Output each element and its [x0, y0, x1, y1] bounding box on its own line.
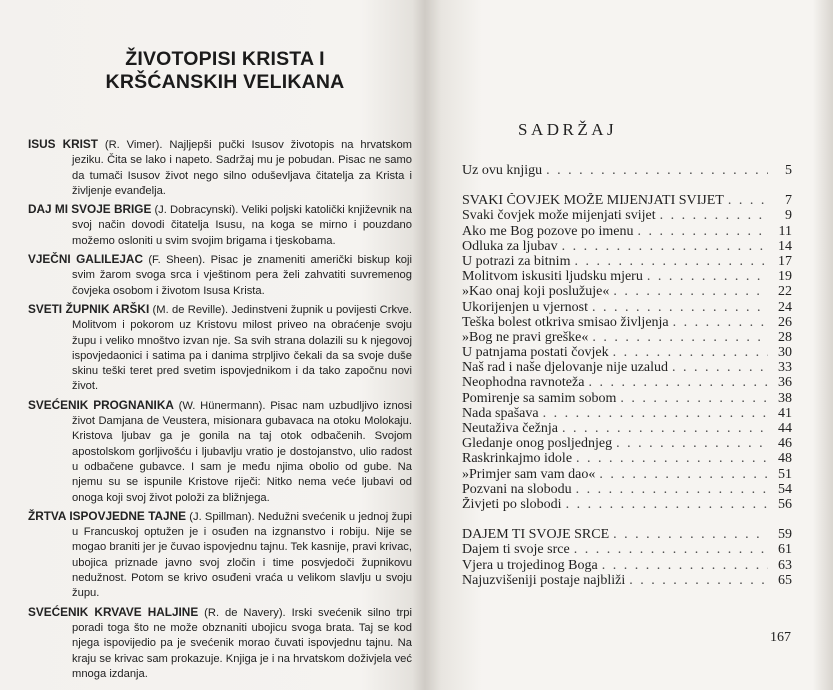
toc-leader-dots	[576, 482, 768, 497]
toc-page: 5	[785, 163, 792, 178]
page-heading	[60, 48, 390, 94]
book-title: DAJ MI SVOJE BRIGE	[28, 202, 152, 217]
toc-label: Neutaživa čežnja	[462, 421, 558, 436]
book-description: (F. Sheen). Pisac je znameniti američki biskup koji svim žarom svoga srca i vještinom pera želi zahvatiti suvremenog čovjeka osobom i životom Isusa Krista.	[72, 254, 412, 297]
toc-leader-dots	[546, 163, 768, 178]
toc-title: SADRŽAJ	[518, 120, 618, 139]
toc-row	[462, 421, 792, 436]
book-entry	[28, 137, 412, 199]
toc-row	[462, 391, 792, 406]
toc-page: 26	[778, 314, 792, 330]
toc-page: 61	[778, 542, 792, 558]
toc-row	[462, 497, 792, 512]
toc-row	[462, 482, 792, 497]
toc-page: 19	[778, 269, 792, 285]
table-of-contents	[462, 163, 792, 588]
toc-page: 44	[778, 421, 792, 436]
toc-row	[462, 254, 792, 269]
book-description: (J. Spillman). Nedužni svećenik u jednoj župi u Francuskoj optužen je i osuđen na izgnanstvo i robiju. Nije se mogao braniti jer je čuvao ispovjednu tajnu. Tek kasnije, pravi krivac, ubojica priznade javno svoj zločin i time posvjedoči župnikovu nedužnost. Potom se krivo osuđeni vraća u velikom slavlju u svoju župu.	[72, 510, 412, 600]
toc-page: 7	[785, 193, 792, 209]
toc-page: 65	[778, 572, 792, 588]
book-description: (R. Vimer). Najljepši pučki Isusov životopis na hrvatskom jeziku. Čita se lako i napeto. Sadržaj mu je pobudan. Pisac ne samo da tumači Isusov život nego silno oduševljava čitatelja za Krista i življenje evanđelja.	[72, 139, 412, 197]
book-description: (M. de Reville). Jedinstveni župnik u povijesti Crkve. Molitvom i pokorom uz Kristovu milost priveo na obraćenje svoju župu i veliko mnoštvo izvan nje. Sa svih strana dolazili su k njegovoj ispovjedaonici i satima pa i danima strpljivo čekali da sa svoje duše skinu teški teret pred svetim ispovjednikom i da tako započnu novi život.	[72, 303, 412, 393]
toc-label: SVAKI ČOVJEK MOŽE MIJENJATI SVIJET	[462, 193, 724, 209]
toc-label: Ako me Bog pozove po imenu	[462, 223, 634, 239]
toc-page: 17	[778, 253, 792, 269]
toc-label: Raskrinkajmo idole	[462, 451, 573, 467]
toc-label: Uz ovu knjigu	[462, 163, 543, 178]
toc-leader-dots	[660, 208, 768, 223]
toc-row	[462, 315, 792, 330]
heading-line-1: ŽIVOTOPISI KRISTA I	[125, 48, 325, 70]
toc-page: 30	[778, 345, 792, 361]
book-entry	[28, 398, 412, 506]
book-title: SVEĆENIK PROGNANIKA	[28, 397, 174, 412]
book-title: SVEĆENIK KRVAVE HALJINE	[28, 604, 199, 619]
toc-row	[462, 269, 792, 284]
toc-label: DAJEM TI SVOJE SRCE	[462, 527, 610, 543]
toc-page: 48	[778, 451, 792, 467]
toc-label: Pomirenje sa samim sobom	[462, 390, 617, 406]
toc-leader-dots	[543, 406, 768, 421]
toc-leader-dots	[616, 436, 768, 451]
toc-label: Najuzvišeniji postaje najbliži	[462, 572, 626, 588]
toc-row	[462, 224, 792, 239]
book-description: (R. de Navery). Irski svećenik silno trpi poradi toga što ne može obznaniti ubojicu svoga brata. Taj se kod njega ispovijedio pa je svećenik morao čuvati ispovjednu tajnu. Na kraju se krivac sam prokazuje. Knjiga je i na hrvatskom doživjela već mnoga izdanja.	[72, 606, 412, 680]
toc-label: Naš rad i naše djelovanje nije uzalud	[462, 360, 669, 376]
toc-row	[462, 436, 792, 451]
toc-label: U patnjama postati čovjek	[462, 345, 609, 361]
toc-label: U potrazi za bitnim	[462, 253, 571, 269]
toc-label: Ukorijenjen u vjernost	[462, 299, 588, 315]
toc-leader-dots	[647, 269, 768, 284]
toc-leader-dots	[566, 497, 768, 512]
toc-leader-dots	[562, 239, 768, 254]
toc-label: Vjera u trojedinog Boga	[462, 557, 598, 573]
book-entry	[28, 252, 412, 299]
toc-page: 24	[778, 299, 792, 315]
toc-page: 33	[778, 360, 792, 376]
toc-page: 54	[778, 481, 792, 497]
toc-leader-dots	[574, 254, 768, 269]
book-title: VJEČNI GALILEJAC	[28, 252, 143, 267]
toc-label: Odluka za ljubav	[462, 238, 558, 254]
toc-leader-dots	[728, 193, 768, 208]
toc-label: Molitvom iskusiti ljudsku mjeru	[462, 269, 643, 285]
book-title: SVETI ŽUPNIK ARŠKI	[28, 301, 150, 316]
toc-page: 38	[778, 390, 792, 406]
toc-label: Svaki čovjek može mijenjati svijet	[462, 208, 656, 224]
toc-row	[462, 527, 792, 542]
toc-row	[462, 467, 792, 482]
toc-page: 46	[778, 436, 792, 452]
book-description: (W. Hünermann). Pisac nam uzbudljivo iznosi život Damjana de Veustera, misionara gubavaca na otoku Molokaju. Kristova ljubav ga je gonila na taj otok odbačenih. Svojom apostolskom gorljivošću i ljubavlju vratio je dostojanstvo, ulio radost u odbačene gubavce. I sam je među njima obolio od gube. Na njemu su se ispunile Kristove riječi: Nitko nema veće ljubavi od onoga koji svoj život položi za bližnjega.	[72, 399, 412, 504]
toc-page: 28	[778, 329, 792, 345]
toc-leader-dots	[613, 284, 768, 299]
toc-row	[462, 573, 792, 588]
toc-page: 22	[778, 284, 792, 300]
toc-label: Gledanje onog posljednjeg	[462, 436, 613, 452]
toc-row	[462, 406, 792, 421]
toc-label: Dajem ti svoje srce	[462, 542, 570, 558]
book-description: (J. Dobracynski). Veliki poljski katolički književnik na svoj način dovodi čitatelja Isusu, na koga se mirno i pouzdano možemo osloniti u svim svojim brigama i tjeskobama.	[72, 204, 412, 247]
page-number: 167	[770, 630, 791, 645]
book-entry	[28, 509, 412, 602]
toc-row	[462, 208, 792, 223]
toc-label: Živjeti po slobodi	[462, 496, 562, 512]
toc-page: 14	[778, 238, 792, 254]
toc-leader-dots	[673, 315, 768, 330]
toc-leader-dots	[602, 558, 768, 573]
toc-row	[462, 239, 792, 254]
toc-page: 59	[778, 527, 792, 543]
book-title: ŽRTVA ISPOVJEDNE TAJNE	[28, 508, 187, 523]
toc-label: Nada spašava	[462, 405, 539, 421]
toc-row	[462, 345, 792, 360]
toc-row	[462, 375, 792, 390]
toc-page: 63	[778, 557, 792, 573]
toc-page: 51	[778, 466, 792, 482]
toc-row	[462, 451, 792, 466]
toc-leader-dots	[672, 360, 768, 375]
toc-row	[462, 360, 792, 375]
toc-leader-dots	[592, 300, 768, 315]
toc-label: »Kao onaj koji poslužuje«	[462, 284, 610, 300]
toc-leader-dots	[613, 527, 768, 542]
toc-label: Neophodna ravnoteža	[462, 375, 585, 391]
toc-label: »Primjer sam vam dao«	[462, 466, 596, 482]
toc-row	[462, 284, 792, 299]
heading-line-2: KRŠĆANSKIH VELIKANA	[105, 71, 345, 93]
toc-row	[462, 330, 792, 345]
toc-row	[462, 542, 792, 557]
toc-row	[462, 193, 792, 208]
toc-label: Pozvani na slobodu	[462, 481, 572, 497]
toc-page: 36	[778, 375, 792, 391]
toc-row	[462, 558, 792, 573]
book-entry	[28, 605, 412, 682]
toc-leader-dots	[562, 421, 768, 436]
toc-leader-dots	[613, 345, 768, 360]
toc-leader-dots	[574, 542, 768, 557]
toc-leader-dots	[620, 391, 768, 406]
toc-spacer	[462, 178, 792, 193]
book-list	[28, 137, 412, 685]
toc-leader-dots	[576, 451, 768, 466]
toc-row	[462, 163, 792, 178]
toc-leader-dots	[592, 330, 768, 345]
book-entry	[28, 302, 412, 395]
toc-page: 11	[778, 223, 792, 239]
book-entry	[28, 202, 412, 249]
toc-spacer	[462, 512, 792, 527]
right-page	[425, 0, 833, 690]
toc-leader-dots	[637, 224, 768, 239]
toc-label: »Bog ne pravi greške«	[462, 329, 589, 345]
toc-leader-dots	[599, 467, 768, 482]
toc-leader-dots	[629, 573, 768, 588]
toc-page: 9	[785, 208, 792, 224]
toc-page: 56	[778, 496, 792, 512]
toc-label: Teška bolest otkriva smisao življenja	[462, 314, 669, 330]
book-title: ISUS KRIST	[28, 137, 98, 151]
toc-row	[462, 300, 792, 315]
toc-page: 41	[778, 405, 792, 421]
toc-leader-dots	[588, 375, 768, 390]
